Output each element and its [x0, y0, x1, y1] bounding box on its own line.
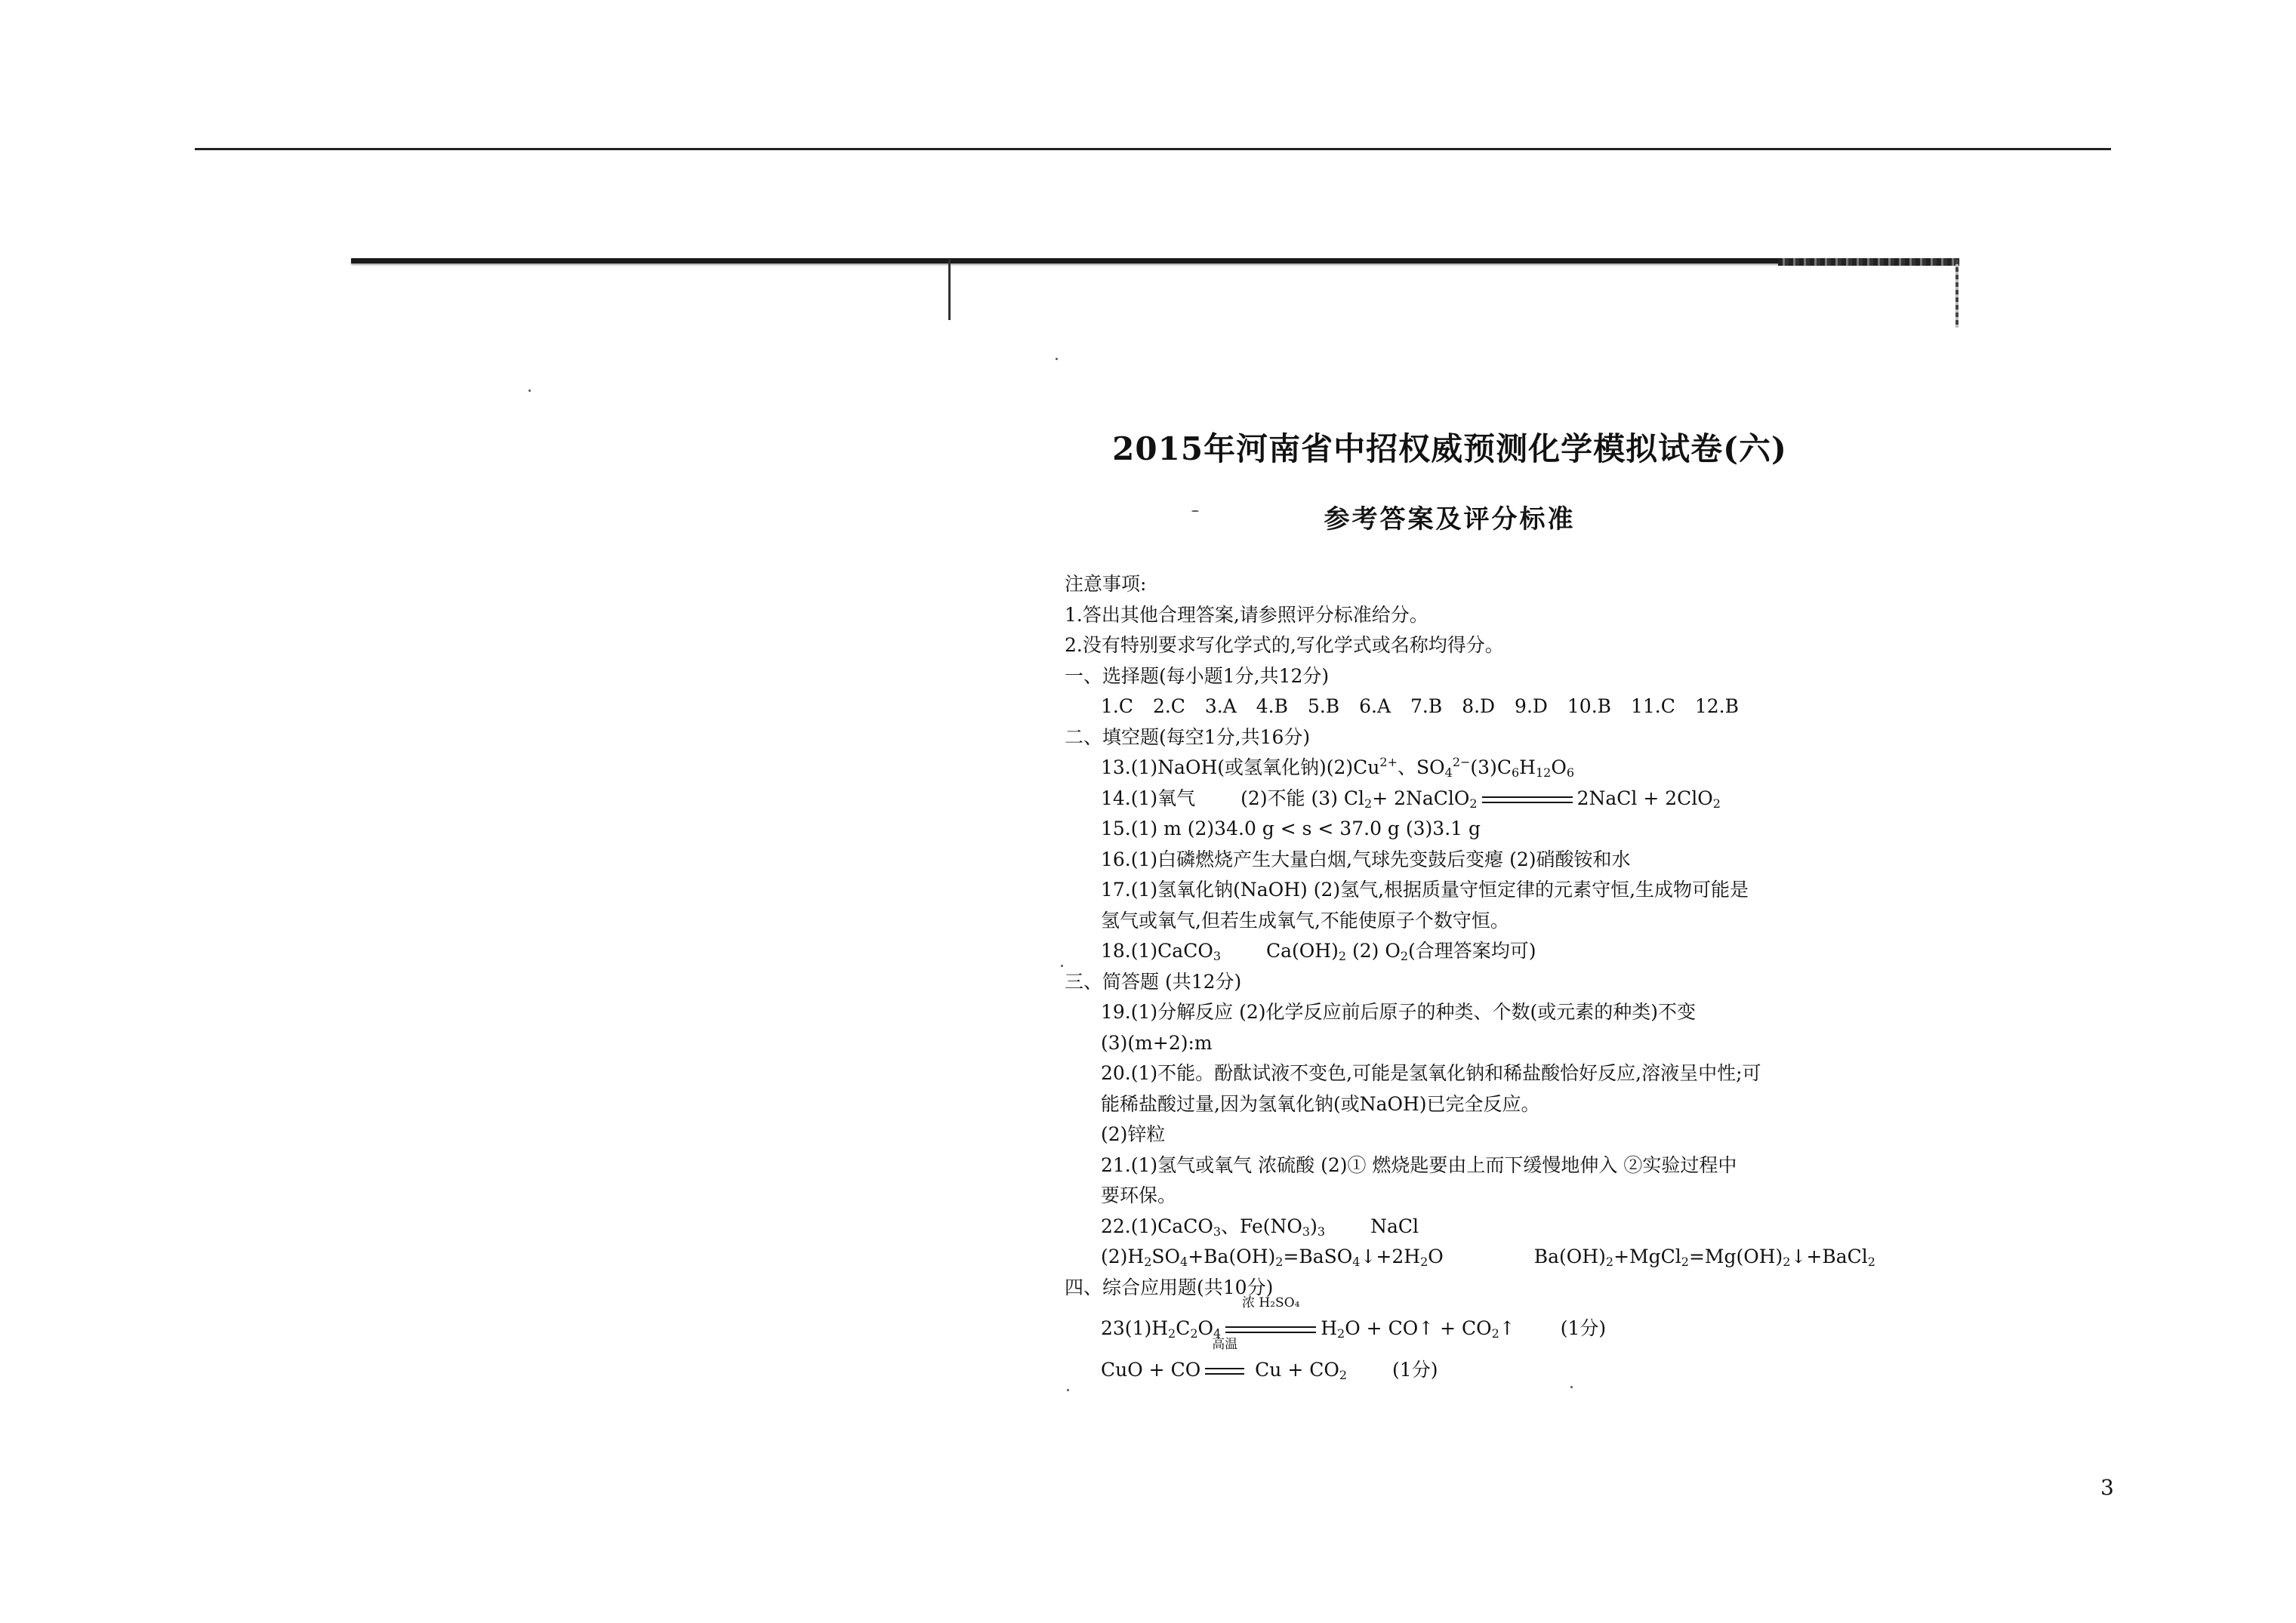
choice-answer: 11.C: [1631, 695, 1675, 717]
scan-border-right: [1955, 260, 1959, 328]
section-1-heading: 一、选择题(每小题1分,共12分): [1065, 664, 1330, 687]
scan-fold-line: [948, 260, 951, 320]
choice-answer: 2.C: [1152, 695, 1185, 717]
page-top-rule: [195, 148, 2111, 150]
choice-answer: 7.B: [1410, 695, 1443, 717]
answer-content: [1065, 569, 1875, 1385]
answer-q13: 13.(1)NaOH(或氢氧化钠)$(2)Cu^{2+}$、$SO_4^{2-}(3)C_6H_{12}O_6$: [1101, 755, 1574, 780]
answer-q14: 14.(1)氧气 (2)不能 (3) $Cl_2+$ 2NaClO$_2$ 2NaCl + 2ClO$_2$: [1065, 784, 1857, 815]
choice-answers: [1065, 691, 1857, 722]
answer-q19-cont: (3)(m+2):m: [1101, 1031, 1213, 1054]
scan-speck: [1056, 358, 1058, 360]
choice-answer: 9.D: [1515, 695, 1548, 717]
answer-q23: $23(1)H_2C_2O_4$ 浓 H₂SO₄ $H_2O$ + CO↑ + $CO_2↑$ (1分): [1065, 1313, 1857, 1344]
notes-heading: 注意事项:: [1065, 573, 1147, 595]
answer-q18: 18.(1)CaCO$_3$ $Ca(OH)_2$ (2) $O_2$(合理答案均可): [1101, 940, 1536, 963]
reaction-condition-arrow: 高温: [1205, 1355, 1244, 1386]
choice-answer: 8.D: [1462, 695, 1496, 717]
scan-speck: [1570, 1386, 1573, 1388]
choice-answer: 3.A: [1204, 695, 1237, 717]
section-2-heading: 二、填空题(每空1分,共16分): [1065, 725, 1311, 748]
choice-answer: 4.B: [1256, 695, 1288, 717]
note-item: 1.答出其他合理答案,请参照评分标准给分。: [1065, 603, 1428, 626]
scan-speck: [1061, 965, 1063, 967]
choice-answer: 10.B: [1567, 695, 1612, 717]
scan-speck: [1067, 1389, 1069, 1391]
note-item: 2.没有特别要求写化学式的,写化学式或名称均得分。: [1065, 634, 1504, 656]
answer-q17-cont: 氢气或氧气,但若生成氧气,不能使原子个数守恒。: [1101, 909, 1509, 932]
choice-answer: 1.C: [1101, 695, 1133, 717]
page-number: 3: [2100, 1475, 2114, 1500]
answer-q20-cont: 能稀盐酸过量,因为氢氧化钠(或NaOH)已完全反应。: [1101, 1092, 1540, 1115]
answer-q17: 17.(1)氢氧化钠(NaOH) (2)氢气,根据质量守恒定律的元素守恒,生成物可能是: [1101, 879, 1749, 901]
section-3-heading: 三、简答题 (共12分): [1065, 970, 1242, 993]
reaction-condition-arrow: 浓 H₂SO₄: [1225, 1313, 1316, 1344]
answer-q15: 15.(1) m (2)34.0 g < s < 37.0 g (3)3.1 g: [1101, 818, 1481, 839]
document-subtitle: 参考答案及评分标准: [1324, 504, 1576, 534]
choice-answer: 6.A: [1359, 695, 1391, 717]
choice-answer: 12.B: [1694, 695, 1739, 717]
section-4-heading: 四、综合应用题(共10分): [1065, 1276, 1274, 1298]
answer-q21-cont: 要环保。: [1101, 1184, 1177, 1206]
answer-q22: 22.(1)CaCO$_3$、$Fe(NO_3)_3$ NaCl: [1101, 1215, 1419, 1239]
answer-q19: 19.(1)分解反应 (2)化学反应前后原子的种类、个数(或元素的种类)不变: [1101, 1001, 1697, 1023]
document-title: 2015年河南省中招权威预测化学模拟试卷(六): [1112, 430, 1787, 467]
equals-sign: [1482, 784, 1573, 815]
scan-border-top: [351, 258, 1959, 263]
answer-q23-cont: CuO + CO 高温 $Cu + CO_2$ (1分): [1065, 1355, 1857, 1386]
answer-q20: 20.(1)不能。酚酞试液不变色,可能是氢氧化钠和稀盐酸恰好反应,溶液呈中性;可: [1101, 1062, 1761, 1084]
answer-q21: 21.(1)氢气或氧气 浓硫酸 (2)① 燃烧匙要由上而下缓慢地伸入 ②实验过程中: [1101, 1153, 1737, 1176]
answer-q22-part2: $(2)H_2SO_4+Ba(OH)_2=BaSO_4↓+2H_2O$ $Ba(OH)_2+MgCl_2=Mg(OH)_2↓+BaCl_2$: [1101, 1246, 1875, 1269]
answer-q16: 16.(1)白磷燃烧产生大量白烟,气球先变鼓后变瘪 (2)硝酸铵和水: [1101, 848, 1631, 870]
scan-speck: [529, 390, 531, 392]
choice-answer: 5.B: [1307, 695, 1340, 717]
answer-q20-part2: (2)锌粒: [1101, 1123, 1166, 1145]
